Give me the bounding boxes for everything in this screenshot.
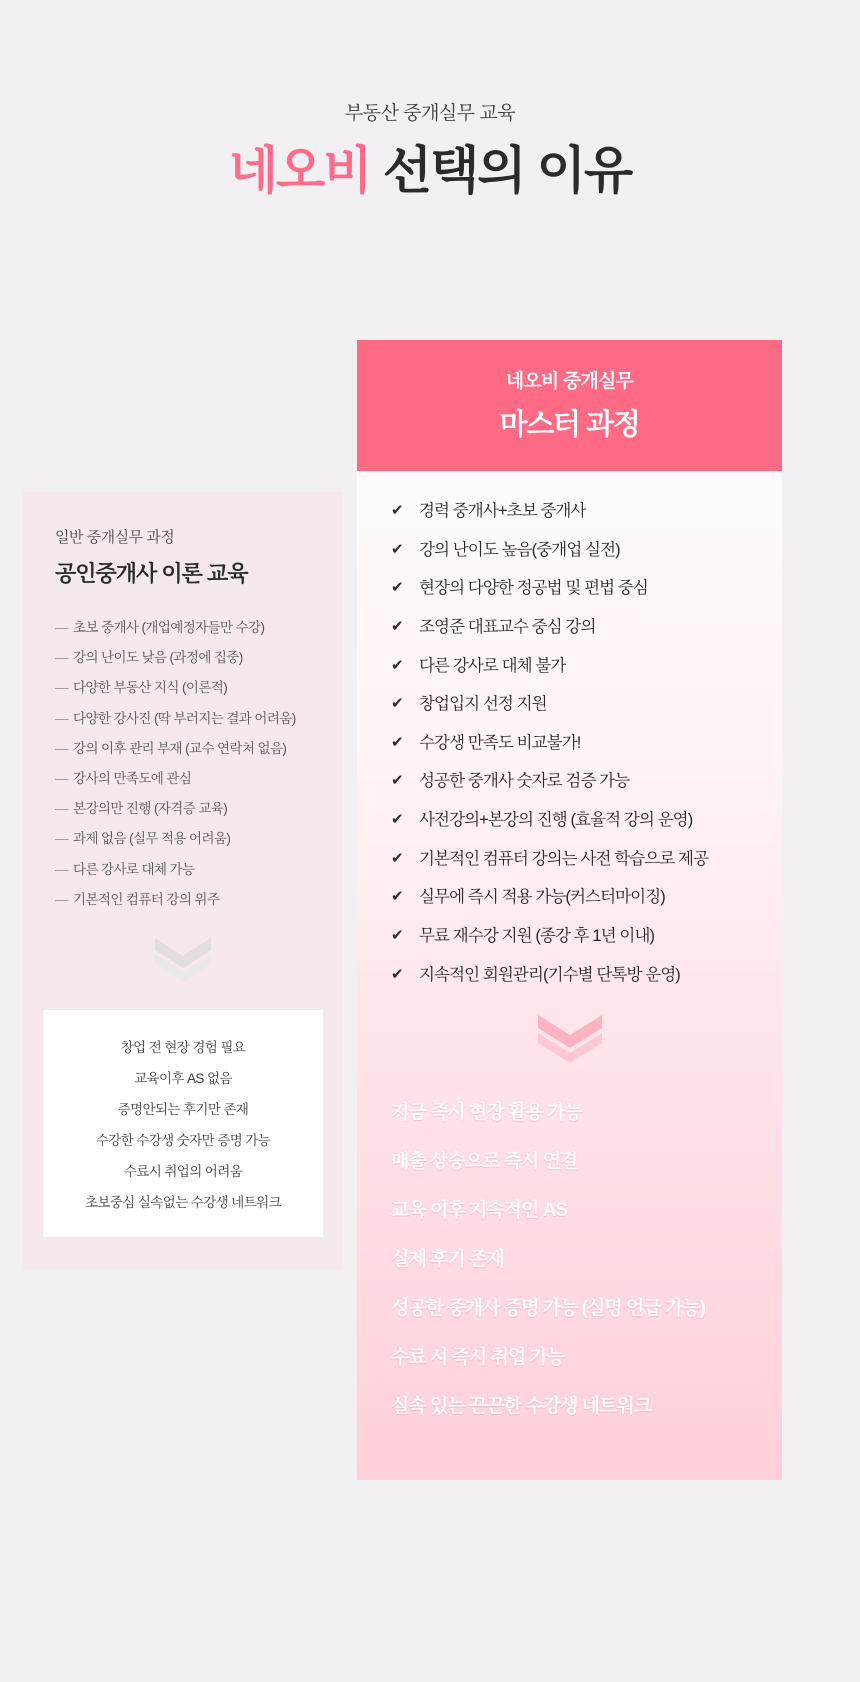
- list-item-label: 강의 이후 관리 부재 (교수 연락처 없음): [73, 740, 287, 756]
- chevron-down-icon-group-gray: [151, 934, 215, 982]
- list-item: 매출 상승으로 즉시 연결: [391, 1151, 578, 1173]
- neobi-course-title: 마스터 과정: [499, 409, 640, 441]
- neobi-course-subtitle: 네오비 중개실무: [505, 371, 634, 392]
- list-item-label: 수강생 만족도 비교불가!: [419, 733, 581, 752]
- list-item-label: 다른 강사로 대체 불가: [419, 656, 566, 675]
- list-item: [55, 862, 343, 878]
- list-item: [391, 965, 782, 986]
- neobi-course-header: [357, 340, 782, 471]
- list-item: 수료시 취업의 어려움: [123, 1163, 243, 1179]
- list-item: 수강한 수강생 숫자만 증명 가능: [95, 1132, 271, 1148]
- dash-icon: —: [55, 740, 68, 756]
- check-icon: ✔: [391, 656, 403, 674]
- list-item-label: 조영준 대표교수 중심 강의: [419, 617, 596, 636]
- chevron-down-icon-group-pink: [534, 1011, 606, 1063]
- list-item: [391, 771, 782, 792]
- list-item-label: 무료 재수강 지원 (종강 후 1년 이내): [419, 926, 655, 945]
- list-item: [55, 801, 343, 817]
- check-icon: ✔: [391, 772, 403, 790]
- check-icon: ✔: [391, 811, 403, 828]
- list-item: [55, 680, 343, 696]
- list-item: 실속 있는 끈끈한 수강생 네트워크: [391, 1396, 652, 1418]
- dash-icon: —: [55, 710, 68, 726]
- list-item: [55, 831, 343, 847]
- general-course-subtitle: 일반 중개실무 과정: [55, 529, 175, 546]
- list-item: [55, 771, 343, 787]
- brand-name: 네오비: [228, 142, 371, 199]
- check-icon: ✔: [391, 617, 403, 635]
- dash-icon: —: [55, 650, 68, 666]
- list-item-label: 초보 중개사 (개업예정자들만 수강): [73, 620, 265, 635]
- list-item-label: 지속적인 회원관리(기수별 단톡방 운영): [419, 965, 680, 984]
- list-item: [391, 656, 782, 677]
- page-title-rest: 선택의 이유: [382, 142, 632, 199]
- list-item: [391, 501, 782, 522]
- list-item: 수료 시 즉시 취업 가능: [391, 1347, 565, 1369]
- list-item-label: 실무에 즉시 적용 가능(커스터마이징): [419, 888, 665, 907]
- list-item: [55, 741, 343, 757]
- header-subtitle: 부동산 중개실무 교육: [344, 103, 516, 124]
- check-icon: ✔: [391, 965, 403, 983]
- list-item-label: 사전강의+본강의 진행 (효율적 강의 운영): [419, 811, 693, 829]
- list-item: 실제 후기 존재: [391, 1249, 504, 1271]
- list-item-label: 기본적인 컴퓨터 강의 위주: [73, 891, 220, 907]
- list-item: [391, 617, 782, 638]
- list-item-label: 강사의 만족도에 관심: [73, 770, 192, 786]
- list-item: [391, 540, 782, 561]
- list-item: [391, 694, 782, 715]
- list-item-label: 본강의만 진행 (자격증 교육): [73, 801, 228, 817]
- neobi-course-results-list: [357, 1097, 782, 1418]
- list-item-label: 강의 난이도 낮음 (과정에 집중): [73, 650, 243, 666]
- list-item: 창업 전 현장 경험 필요: [120, 1039, 246, 1055]
- list-item: [55, 620, 343, 636]
- check-icon: ✔: [391, 540, 403, 558]
- general-course-results-box: [43, 1010, 323, 1237]
- list-item: [55, 892, 343, 908]
- list-item-label: 기본적인 컴퓨터 강의는 사전 학습으로 제공: [419, 849, 709, 868]
- dash-icon: —: [55, 770, 68, 786]
- dash-icon: —: [55, 801, 68, 817]
- list-item: 초보중심 실속없는 수강생 네트워크: [84, 1194, 282, 1210]
- list-item-label: 성공한 중개사 숫자로 검증 가능: [419, 772, 630, 791]
- list-item: [391, 578, 782, 599]
- page-header: [0, 0, 860, 199]
- check-icon: ✔: [391, 502, 403, 519]
- neobi-master-course-panel: [357, 340, 782, 1480]
- list-item-label: 창업입지 선정 지원: [419, 695, 547, 714]
- list-item: 교육이후 AS 없음: [134, 1070, 232, 1086]
- neobi-course-feature-list: [357, 471, 782, 985]
- list-item-label: 다양한 부동산 지식 (이론적): [73, 680, 228, 696]
- list-item-label: 현장의 다양한 정공법 및 편법 중심: [419, 579, 648, 598]
- dash-icon: —: [55, 861, 68, 877]
- list-item: 교육 이후 지속적인 AS: [391, 1200, 568, 1222]
- list-item: [391, 926, 782, 947]
- check-icon: ✔: [391, 579, 403, 597]
- list-item-label: 경력 중개사+초보 중개사: [419, 502, 586, 520]
- check-icon: ✔: [391, 926, 403, 944]
- list-item-label: 다양한 강사진 (딱 부러지는 결과 어려움): [73, 710, 296, 726]
- dash-icon: —: [55, 680, 68, 696]
- list-item: [55, 650, 343, 666]
- list-item: [55, 711, 343, 727]
- list-item: 지금 즉시 현장 활용 가능: [391, 1102, 582, 1124]
- general-course-title: 공인중개사 이론 교육: [55, 561, 248, 586]
- check-icon: ✔: [391, 695, 403, 713]
- list-item-label: 강의 난이도 높음(중개업 실전): [419, 540, 620, 559]
- check-icon: ✔: [391, 733, 403, 751]
- list-item: [391, 887, 782, 908]
- check-icon: ✔: [391, 849, 403, 867]
- general-course-panel: [23, 492, 343, 1269]
- page-title: [0, 143, 860, 199]
- general-course-feature-list: [23, 620, 343, 908]
- list-item-label: 과제 없음 (실무 적용 어려움): [73, 831, 231, 847]
- list-item: [391, 849, 782, 870]
- list-item: [391, 810, 782, 831]
- list-item: [391, 733, 782, 754]
- list-item: 증명안되는 후기만 존재: [117, 1101, 249, 1117]
- list-item: 성공한 중개사 증명 가능 (실명 언급 가능): [391, 1298, 705, 1320]
- dash-icon: —: [55, 891, 68, 907]
- check-icon: ✔: [391, 888, 403, 906]
- list-item-label: 다른 강사로 대체 가능: [73, 861, 195, 877]
- dash-icon: —: [55, 831, 68, 847]
- dash-icon: —: [55, 620, 68, 635]
